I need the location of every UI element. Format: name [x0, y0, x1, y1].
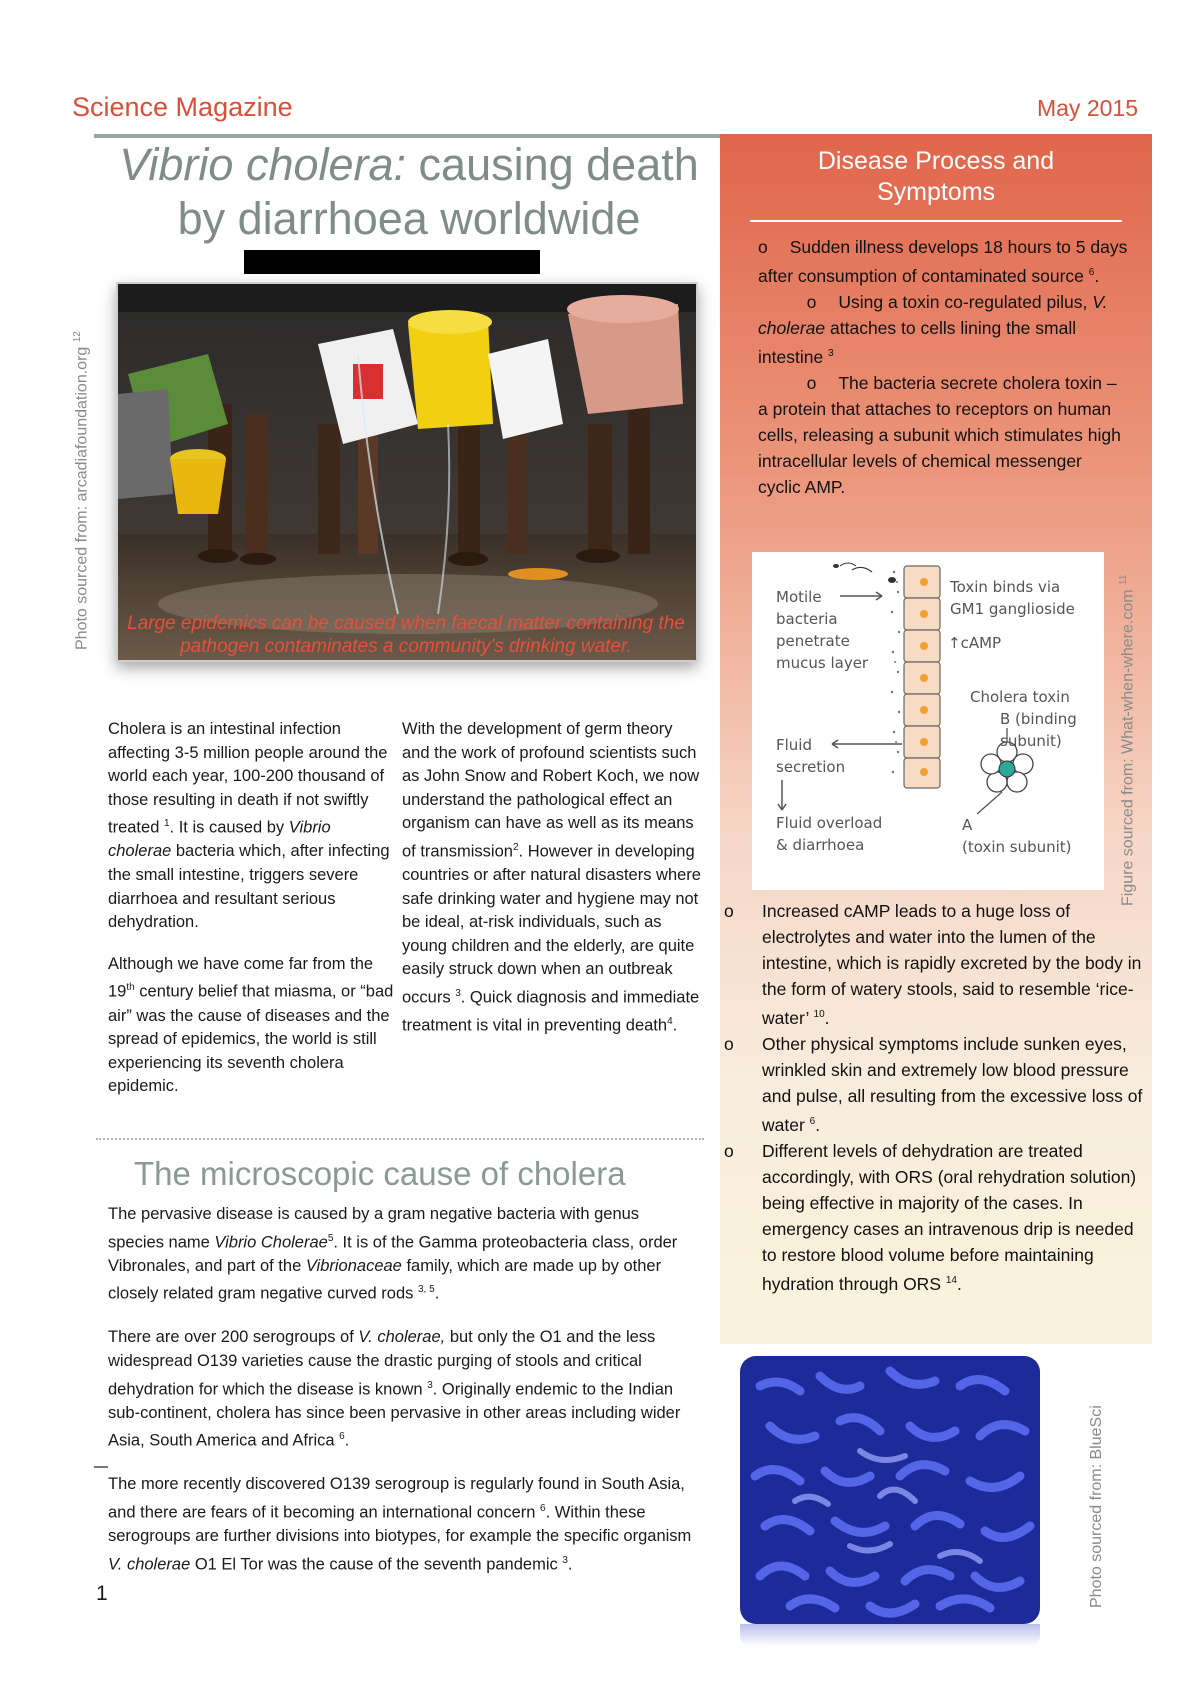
margin-mark [94, 1466, 108, 1468]
label-toxin-binds: Toxin binds via [950, 578, 1061, 596]
label-fluid: Fluid [776, 736, 812, 754]
bullet-5: o Other physical symptoms include sunken eyes, wrinkled skin and extremely low blood pressure and pulse, all resulting from the excessive loss of water $^6$. [724, 1033, 1143, 1135]
panel-bottom-bullets [724, 898, 1148, 1296]
title-line1: causing death [406, 139, 699, 190]
label-cholera-toxin: Cholera toxin [970, 688, 1070, 706]
label-camp: ↑cAMP [948, 634, 1002, 652]
micrograph-reflection [740, 1624, 1040, 1646]
redaction-bar [244, 250, 540, 274]
micro-paragraph-2: There are over 200 serogroups of V. cholerae, but only the O1 and the less widespread O139 varieties cause the drastic purging of stools and critical dehydration for which the disease is known $^3$. Originally endemic to the Indian sub-continent, cholera has since been pervasive in other areas including wider Asia, South America and Africa $^6$. [108, 1328, 681, 1450]
panel-title: Disease Process and Symptoms [817, 147, 1055, 206]
label-diarrhoea: & diarrhoea [776, 836, 865, 854]
label-penetrate: penetrate [776, 632, 850, 650]
label-binding: B (binding [1000, 710, 1077, 728]
label-secretion: secretion [776, 758, 846, 776]
label-motile: Motile [776, 588, 822, 606]
photo-credit-bluesci: Photo sourced from: BlueSci [1088, 1405, 1105, 1608]
page-number: 1 [96, 1582, 108, 1605]
panel-top-bullets [758, 234, 1128, 500]
section-divider [96, 1138, 704, 1140]
label-fluid-overload: Fluid overload [776, 814, 883, 832]
title-italic: Vibrio cholera: [119, 139, 407, 190]
issue-date: May 2015 [1036, 95, 1138, 121]
title-line2: by diarrhoea worldwide [177, 193, 641, 244]
label-a: A [962, 816, 973, 834]
bullet-1: o Sudden illness develops 18 hours to 5 days after consumption of contaminated source $^6$. [758, 237, 1128, 286]
label-toxin-subunit: (toxin subunit) [962, 838, 1072, 856]
label-mucus: mucus layer [776, 654, 869, 672]
intro-paragraph-1: Cholera is an intestinal infection affecting 3-5 million people around the world each year, 100-200 thousand of those resulting in death if not swiftly treated $^1$. It is caused by Vibrio cholerae bacteria which, after infecting the small intestine, triggers severe diarrhoea and resultant serious dehydration. [108, 720, 390, 932]
intro-column-left [108, 718, 396, 1117]
panel-rule [750, 220, 1122, 222]
magazine-name: Science Magazine [72, 92, 293, 122]
article-title [94, 138, 724, 246]
figure-credit: Figure sourced from: What-when-where.com $^{11}$ [1118, 574, 1137, 906]
photo-credit-arcadia: Photo sourced from: arcadiafoundation.org $^{12}$ [72, 331, 91, 650]
section-heading: The microscopic cause of cholera [134, 1155, 626, 1192]
bullet-3: o The bacteria secrete cholera toxin – a protein that attaches to receptors on human cells, releasing a subunit which stimulates high intracellular levels of chemical messenger cyclic AMP. [758, 372, 1121, 497]
bacteria-micrograph [740, 1356, 1040, 1624]
label-bacteria: bacteria [776, 610, 838, 628]
cholera-toxin-diagram [752, 552, 1104, 890]
micro-section-body [108, 1203, 698, 1597]
intro-paragraph-2: Although we have come far from the 19th century belief that miasma, or “bad air” was the cause of diseases and the spread of epidemics, the world is still experiencing its seventh cholera epidemic. [108, 954, 394, 1096]
buckets-photo [116, 282, 698, 662]
label-subunit: subunit) [1000, 732, 1062, 750]
bullet-2: o Using a toxin co-regulated pilus, V. cholerae attaches to cells lining the small intestine $^3$ [758, 291, 1108, 367]
bullet-4: o Increased cAMP leads to a huge loss of electrolytes and water into the lumen of the intestine, which is rapidly excreted by the body in the form of watery stools, said to resemble ‘rice-water’ $^{10}$. [724, 901, 1142, 1028]
bullet-6: o Different levels of dehydration are treated accordingly, with ORS (oral rehydration solution) being effective in majority of the cases. In emergency cases an intravenous drip is needed to restore blood volume before maintaining hydration through ORS $^{14}$. [724, 1140, 1137, 1294]
photo-caption: Large epidemics can be caused when faecal matter containing the pathogen contaminates a community's drinking water. [127, 613, 685, 657]
intro-column-right [402, 718, 702, 1056]
micro-paragraph-1: The pervasive disease is caused by a gram negative bacteria with genus species name Vibrio Cholerae$^5$. It is of the Gamma proteobacteria class, order Vibronales, and part of the Vibrionaceae family, which are made up by other closely related gram negative curved rods $^{3, 5}$. [108, 1205, 678, 1303]
intro-paragraph-3: With the development of germ theory and the work of profound scientists such as John Snow and Robert Koch, we now understand the pathological effect an organism can have as well as its means of transmission$^2$. However in developing countries or after natural disasters where safe drinking water and hygiene may not be ideal, at-risk individuals, such as young children and the elderly, are quite easily struck down when an outbreak occurs $^3$. Quick diagnosis and immediate treatment is vital in preventing death$^4$. [402, 720, 701, 1035]
label-gm1: GM1 ganglioside [950, 600, 1075, 618]
micro-paragraph-3: The more recently discovered O139 serogroup is regularly found in South Asia, and there are fears of it becoming an international concern $^6$. Within these serogroups are further divisions into biotypes, for example the specific organism V. cholerae O1 El Tor was the cause of the seventh pandemic $^3$. [108, 1475, 692, 1574]
